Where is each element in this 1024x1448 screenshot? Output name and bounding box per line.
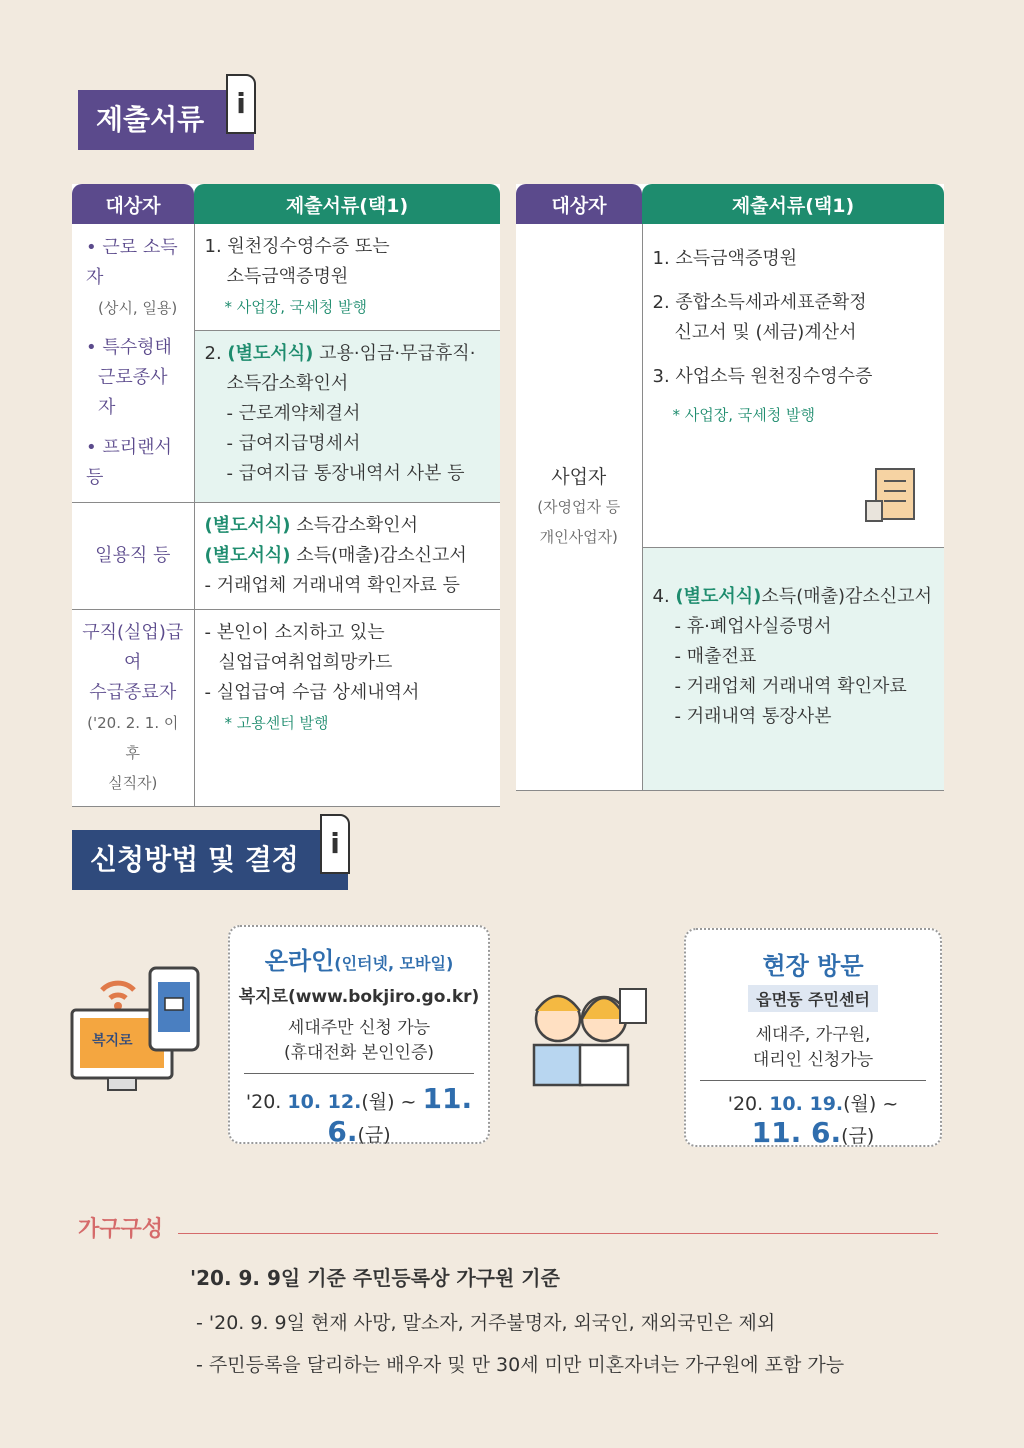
target-line: 수급종료자 <box>89 682 177 703</box>
people-icon <box>520 975 660 1095</box>
document-icon <box>862 465 922 525</box>
business-docs-cell-2 <box>642 548 944 791</box>
household-main: '20. 9. 9일 기준 주민등록상 가구원 기준 <box>190 1266 560 1290</box>
doc-line: - 휴·폐업사실증명서 <box>674 616 832 637</box>
online-card <box>228 925 490 1148</box>
column-header-docs: 제출서류(택1) <box>642 184 944 224</box>
doc-prefix: 4. <box>652 586 676 607</box>
target-workers <box>72 224 194 503</box>
target-line: • 프리랜서 등 <box>86 437 172 488</box>
doc-note: * 고용센터 발행 <box>224 714 329 732</box>
docs-cell-4 <box>194 610 500 807</box>
date-part: (월) ~ <box>361 1091 423 1113</box>
doc-line: 2. 종합소득세과세표준확정 <box>652 292 867 313</box>
date-start: 10. 12. <box>287 1091 362 1113</box>
separate-form-tag: (별도서식) <box>227 343 314 364</box>
docs-cell-2 <box>194 331 500 503</box>
info-icon: i <box>226 74 256 134</box>
doc-line: - 매출전표 <box>674 646 757 667</box>
doc-line: - 실업급여 수급 상세내역서 <box>204 682 420 703</box>
online-line: 세대주만 신청 가능 <box>287 1018 431 1038</box>
doc-prefix: 2. <box>204 343 228 364</box>
target-business <box>516 224 642 791</box>
business-docs-cell-1 <box>642 224 944 548</box>
target-unemployed <box>72 610 194 807</box>
doc-line <box>653 582 935 612</box>
doc-line: - 근로계약체결서 <box>226 403 361 424</box>
column-header-target: 대상자 <box>516 184 642 224</box>
visit-place: 읍면동 주민센터 <box>748 985 878 1012</box>
info-icon: i <box>320 814 350 874</box>
doc-line: 1. 원천징수영수증 또는 <box>204 236 390 257</box>
visit-line: 대리인 신청가능 <box>752 1050 874 1070</box>
date-part: (월) ~ <box>843 1093 899 1115</box>
left-documents-table <box>72 184 500 807</box>
date-end: 11. 6. <box>327 1082 473 1148</box>
target-line: ('20. 2. 1. 이후 <box>87 714 179 762</box>
target-line: 근로종사자 <box>98 367 168 418</box>
column-header-docs: 제출서류(택1) <box>194 184 500 224</box>
docs-cell-1 <box>194 224 500 331</box>
computer-phone-icon <box>64 960 214 1100</box>
household-bullet: - 주민등록을 달리하는 배우자 및 만 30세 미만 미혼자녀는 가구원에 포함 가능 <box>196 1354 845 1376</box>
target-line: 실직자) <box>108 774 158 792</box>
doc-text: 소득(매출)감소신고서 <box>290 545 467 566</box>
date-part: '20. <box>245 1091 288 1113</box>
visit-period <box>700 1080 926 1149</box>
online-period <box>244 1073 474 1148</box>
date-part: (금) <box>357 1124 391 1146</box>
target-line: 사업자 <box>551 466 607 488</box>
visit-line: 세대주, 가구원, <box>755 1025 871 1045</box>
date-part: (금) <box>841 1125 875 1147</box>
target-line: 구직(실업)급여 <box>82 622 184 673</box>
online-line: (휴대전화 본인인증) <box>283 1043 435 1063</box>
section-title-text: 신청방법 및 결정 <box>90 843 299 876</box>
target-line: • 특수형태 <box>86 337 172 358</box>
separate-form-tag: (별도서식) <box>675 586 762 607</box>
doc-text: 고용·임금·무급휴직· <box>313 343 476 364</box>
doc-line: 1. 소득금액증명원 <box>652 248 798 269</box>
target-line: (자영업자 등 <box>537 498 621 516</box>
doc-line <box>205 339 491 369</box>
doc-line: - 거래업체 거래내역 확인자료 등 <box>204 575 460 596</box>
visit-title: 현장 방문 <box>762 952 864 980</box>
household-divider <box>178 1233 938 1234</box>
doc-line: 소득감소확인서 <box>226 373 349 394</box>
doc-line: - 본인이 소지하고 있는 <box>204 622 385 643</box>
household-title: 가구구성 <box>78 1217 164 1242</box>
doc-line: 신고서 및 (세금)계산서 <box>674 322 857 343</box>
separate-form-tag: (별도서식) <box>204 545 291 566</box>
doc-line: 3. 사업소득 원천징수영수증 <box>652 366 873 387</box>
doc-line: 소득금액증명원 <box>226 266 349 287</box>
section-title-text: 제출서류 <box>96 103 205 136</box>
bokjiro-logo: 복지로 <box>92 1033 133 1049</box>
online-title-text: 온라인 <box>264 947 335 975</box>
target-line: 개인사업자) <box>539 528 618 546</box>
target-daily: 일용직 등 <box>72 503 194 610</box>
doc-line: - 급여지급 통장내역서 사본 등 <box>226 463 465 484</box>
household-bullet: - '20. 9. 9일 현재 사망, 말소자, 거주불명자, 외국인, 재외국민은 제외 <box>196 1312 776 1334</box>
online-site[interactable]: 복지로(www.bokjiro.go.kr) <box>238 987 480 1007</box>
doc-note: * 사업장, 국세청 발행 <box>224 298 367 316</box>
doc-line <box>205 511 491 541</box>
section-title-application <box>72 827 348 890</box>
date-start: 10. 19. <box>769 1093 844 1115</box>
doc-note: * 사업장, 국세청 발행 <box>672 406 815 424</box>
target-line: • 근로 소득자 <box>86 237 178 288</box>
doc-line: - 거래내역 통장사본 <box>674 706 832 727</box>
doc-text: 소득감소확인서 <box>290 515 418 536</box>
doc-text: 소득(매출)감소신고서 <box>761 586 932 607</box>
date-end: 11. 6. <box>751 1116 842 1149</box>
separate-form-tag: (별도서식) <box>204 515 291 536</box>
date-part: '20. <box>727 1093 770 1115</box>
doc-line: 실업급여취업희망카드 <box>218 652 393 673</box>
target-line: (상시, 일용) <box>98 299 178 317</box>
section-title-documents <box>78 87 254 150</box>
doc-line: - 급여지급명세서 <box>226 433 361 454</box>
online-title-sub: (인터넷, 모바일) <box>334 954 454 973</box>
docs-cell-3 <box>194 503 500 610</box>
doc-line <box>205 541 491 571</box>
visit-card <box>684 928 942 1147</box>
column-header-target: 대상자 <box>72 184 194 224</box>
right-documents-table <box>516 184 944 791</box>
doc-line: - 거래업체 거래내역 확인자료 <box>674 676 907 697</box>
online-title <box>230 941 488 976</box>
